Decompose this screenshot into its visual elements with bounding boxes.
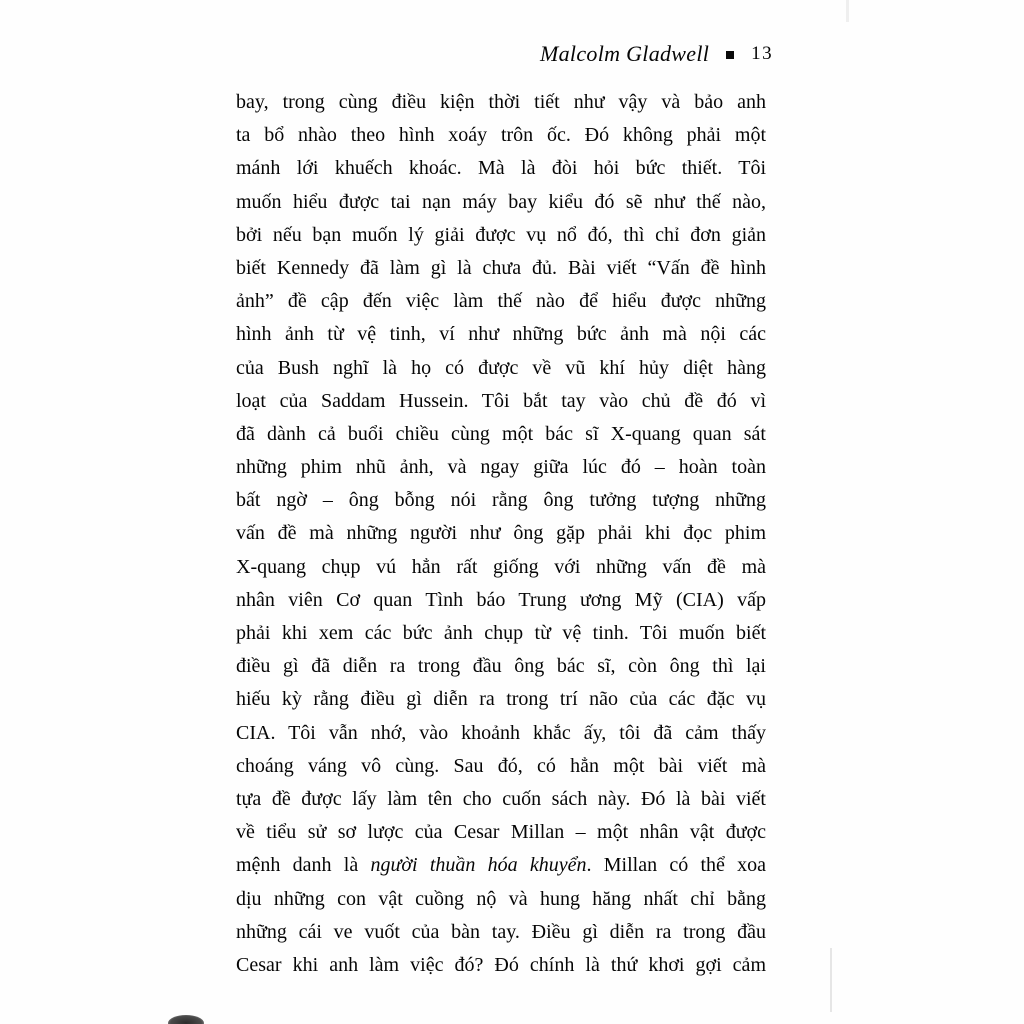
text-line bbox=[236, 849, 766, 882]
text-line bbox=[236, 86, 766, 119]
text-segment: nhân viên Cơ quan Tình báo Trung ương Mỹ (CIA) vấp bbox=[236, 588, 766, 611]
text-line bbox=[236, 285, 766, 318]
text-line bbox=[236, 617, 766, 650]
text-segment: choáng váng vô cùng. Sau đó, có hẳn một bài viết mà bbox=[236, 754, 766, 777]
text-segment: bởi nếu bạn muốn lý giải được vụ nổ đó, thì chỉ đơn giản bbox=[236, 223, 766, 246]
text-segment: của Bush nghĩ là họ có được về vũ khí hủy diệt hàng bbox=[236, 356, 766, 379]
cutoff-glyph-artifact bbox=[168, 1015, 204, 1024]
text-line bbox=[236, 683, 766, 716]
body-text bbox=[236, 86, 766, 982]
text-segment: CIA. Tôi vẫn nhớ, vào khoảnh khắc ấy, tôi đã cảm thấy bbox=[236, 721, 766, 744]
running-head-author: Malcolm Gladwell bbox=[540, 41, 710, 66]
scan-edge-line-artifact bbox=[830, 948, 832, 1012]
text-segment: đã dành cả buổi chiều cùng một bác sĩ X-quang quan sát bbox=[236, 422, 766, 445]
text-segment: những phim nhũ ảnh, và ngay giữa lúc đó – hoàn toàn bbox=[236, 456, 766, 479]
text-segment: dịu những con vật cuồng nộ và hung hăng nhất chỉ bằng bbox=[236, 887, 766, 910]
text-line bbox=[236, 152, 766, 185]
text-segment: ảnh” đề cập đến việc làm thế nào để hiểu được những bbox=[236, 290, 766, 313]
text-line bbox=[236, 517, 766, 550]
text-line bbox=[236, 551, 766, 584]
text-segment: loạt của Saddam Hussein. Tôi bắt tay vào chủ đề đó vì bbox=[236, 389, 766, 412]
page-header bbox=[540, 41, 773, 67]
text-line bbox=[236, 783, 766, 816]
text-segment: tựa đề được lấy làm tên cho cuốn sách này. Đó là bài viết bbox=[236, 787, 766, 810]
text-line bbox=[236, 352, 766, 385]
text-line bbox=[236, 219, 766, 252]
page-number: 13 bbox=[751, 43, 774, 64]
text-line bbox=[236, 385, 766, 418]
text-segment: ta bổ nhào theo hình xoáy trôn ốc. Đó không phải một bbox=[236, 124, 766, 147]
text-segment: phải khi xem các bức ảnh chụp từ vệ tinh. Tôi muốn biết bbox=[236, 622, 766, 644]
text-segment: Cesar khi anh làm việc đó? Đó chính là thứ khơi gợi cảm bbox=[236, 953, 766, 976]
text-line bbox=[236, 252, 766, 285]
text-line bbox=[236, 418, 766, 451]
text-segment: biết Kennedy đã làm gì là chưa đủ. Bài viết “Vấn đề hình bbox=[236, 256, 766, 279]
text-segment: hình ảnh từ vệ tinh, ví như những bức ảnh mà nội các bbox=[236, 323, 766, 346]
text-line bbox=[236, 717, 766, 750]
text-line bbox=[236, 318, 766, 351]
text-line bbox=[236, 883, 766, 916]
text-line bbox=[236, 750, 766, 783]
text-line bbox=[236, 650, 766, 683]
text-line bbox=[236, 584, 766, 617]
text-segment: hiếu kỳ rằng điều gì diễn ra trong trí não của các đặc vụ bbox=[236, 688, 766, 711]
text-segment: muốn hiểu được tai nạn máy bay kiểu đó sẽ như thế nào, bbox=[236, 190, 766, 213]
scan-edge-sliver-artifact bbox=[846, 0, 849, 22]
italic-text-segment: người thuần hóa khuyển bbox=[370, 854, 587, 877]
text-segment: bay, trong cùng điều kiện thời tiết như vậy và bảo anh bbox=[236, 91, 766, 113]
text-segment: . Millan có thể xoa bbox=[586, 854, 766, 877]
text-segment: về tiểu sử sơ lược của Cesar Millan – một nhân vật được bbox=[236, 821, 766, 844]
bullet-square-icon bbox=[726, 51, 734, 59]
text-segment: điều gì đã diễn ra trong đầu ông bác sĩ, còn ông thì lại bbox=[236, 655, 766, 678]
text-line bbox=[236, 916, 766, 949]
text-segment: vấn đề mà những người như ông gặp phải khi đọc phim bbox=[236, 522, 766, 545]
text-line bbox=[236, 949, 766, 982]
text-line bbox=[236, 119, 766, 152]
text-segment: X-quang chụp vú hẳn rất giống với những vấn đề mà bbox=[236, 555, 766, 578]
text-line bbox=[236, 816, 766, 849]
text-segment: mánh lới khuếch khoác. Mà là đòi hỏi bức thiết. Tôi bbox=[236, 157, 766, 180]
text-segment: bất ngờ – ông bỗng nói rằng ông tưởng tượng những bbox=[236, 489, 766, 512]
text-line bbox=[236, 186, 766, 219]
text-segment: mệnh danh là bbox=[236, 854, 371, 877]
text-line bbox=[236, 484, 766, 517]
text-line bbox=[236, 451, 766, 484]
text-segment: những cái ve vuốt của bàn tay. Điều gì diễn ra trong đầu bbox=[236, 920, 766, 943]
